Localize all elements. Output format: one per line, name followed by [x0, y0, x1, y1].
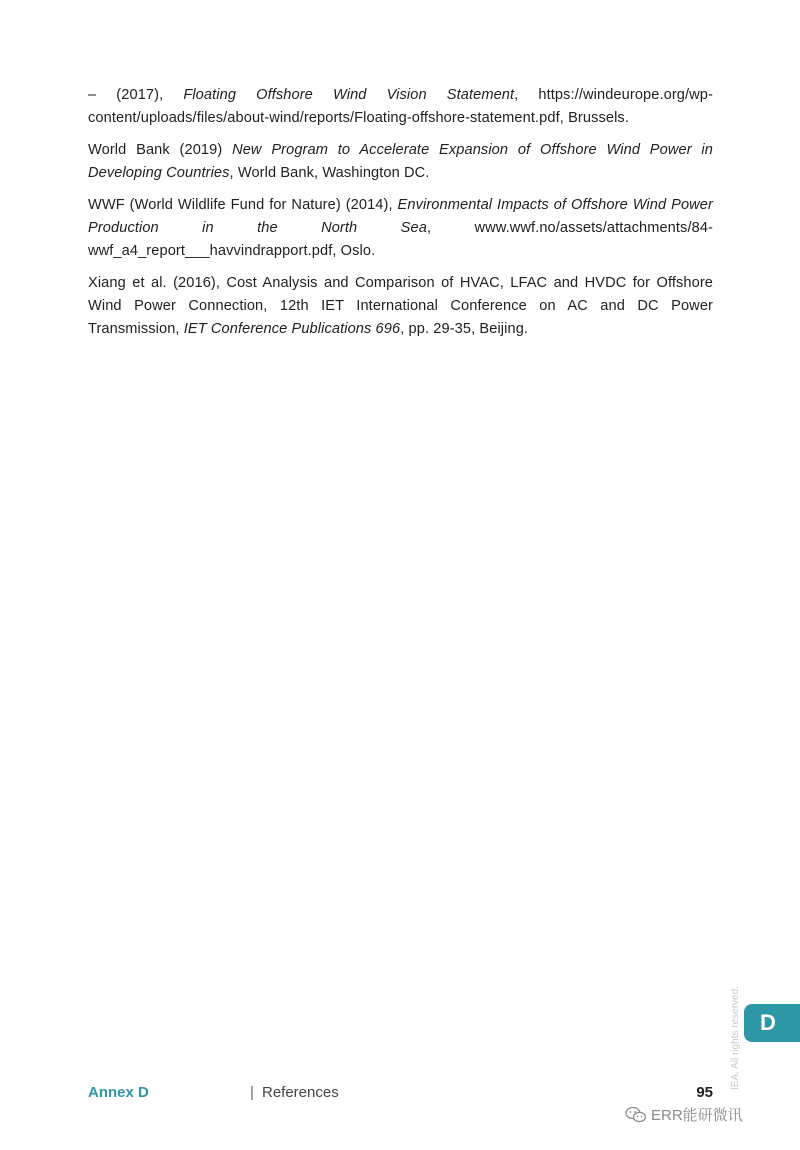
page-number: 95	[696, 1084, 713, 1101]
reference-entry	[88, 139, 713, 185]
copyright-notice: IEA. All rights reserved.	[730, 986, 741, 1090]
annex-side-tab	[744, 1004, 800, 1042]
reference-title: IET Conference Publications 696	[183, 321, 401, 337]
reference-entry	[88, 272, 713, 341]
reference-title: Floating Offshore Wind Vision Statement	[183, 87, 515, 103]
reference-text: WWF (World Wildlife Fund for Nature) (2014),	[88, 197, 398, 213]
wechat-icon	[625, 1106, 647, 1124]
reference-entry	[88, 84, 713, 130]
footer-separator: |	[250, 1084, 254, 1101]
reference-list	[88, 84, 713, 350]
reference-title: New Program to Accelerate Expansion of Offshore Wind Power in Developing Countries	[88, 142, 713, 181]
reference-text: – (2017),	[88, 87, 184, 103]
reference-text: World Bank (2019)	[88, 142, 233, 158]
reference-text: Xiang et al. (2016), Cost Analysis and Comparison of HVAC, LFAC and HVDC for Offshore Wind Power Connection, 12th IET International Conference on AC and DC Power Transmission,	[88, 275, 713, 337]
watermark	[625, 1104, 743, 1125]
reference-text: , pp. 29-35, Beijing.	[400, 321, 529, 337]
reference-title: Environmental Impacts of Offshore Wind Power Production in the North Sea	[88, 197, 713, 236]
reference-entry	[88, 194, 713, 263]
section-label: References	[262, 1084, 339, 1101]
annex-tab-letter: D	[760, 1010, 776, 1035]
page-footer	[88, 1084, 713, 1106]
reference-text: , World Bank, Washington DC.	[229, 165, 430, 181]
reference-text: , www.wwf.no/assets/attachments/84-wwf_a4_report___havvindrapport.pdf, Oslo.	[88, 220, 713, 259]
reference-text: , https://windeurope.org/wp-content/uploads/files/about-wind/reports/Floating-offshore-statement.pdf, Brussels.	[88, 87, 713, 126]
watermark-text: ERR能研微讯	[651, 1107, 743, 1124]
annex-label: Annex D	[88, 1084, 149, 1101]
